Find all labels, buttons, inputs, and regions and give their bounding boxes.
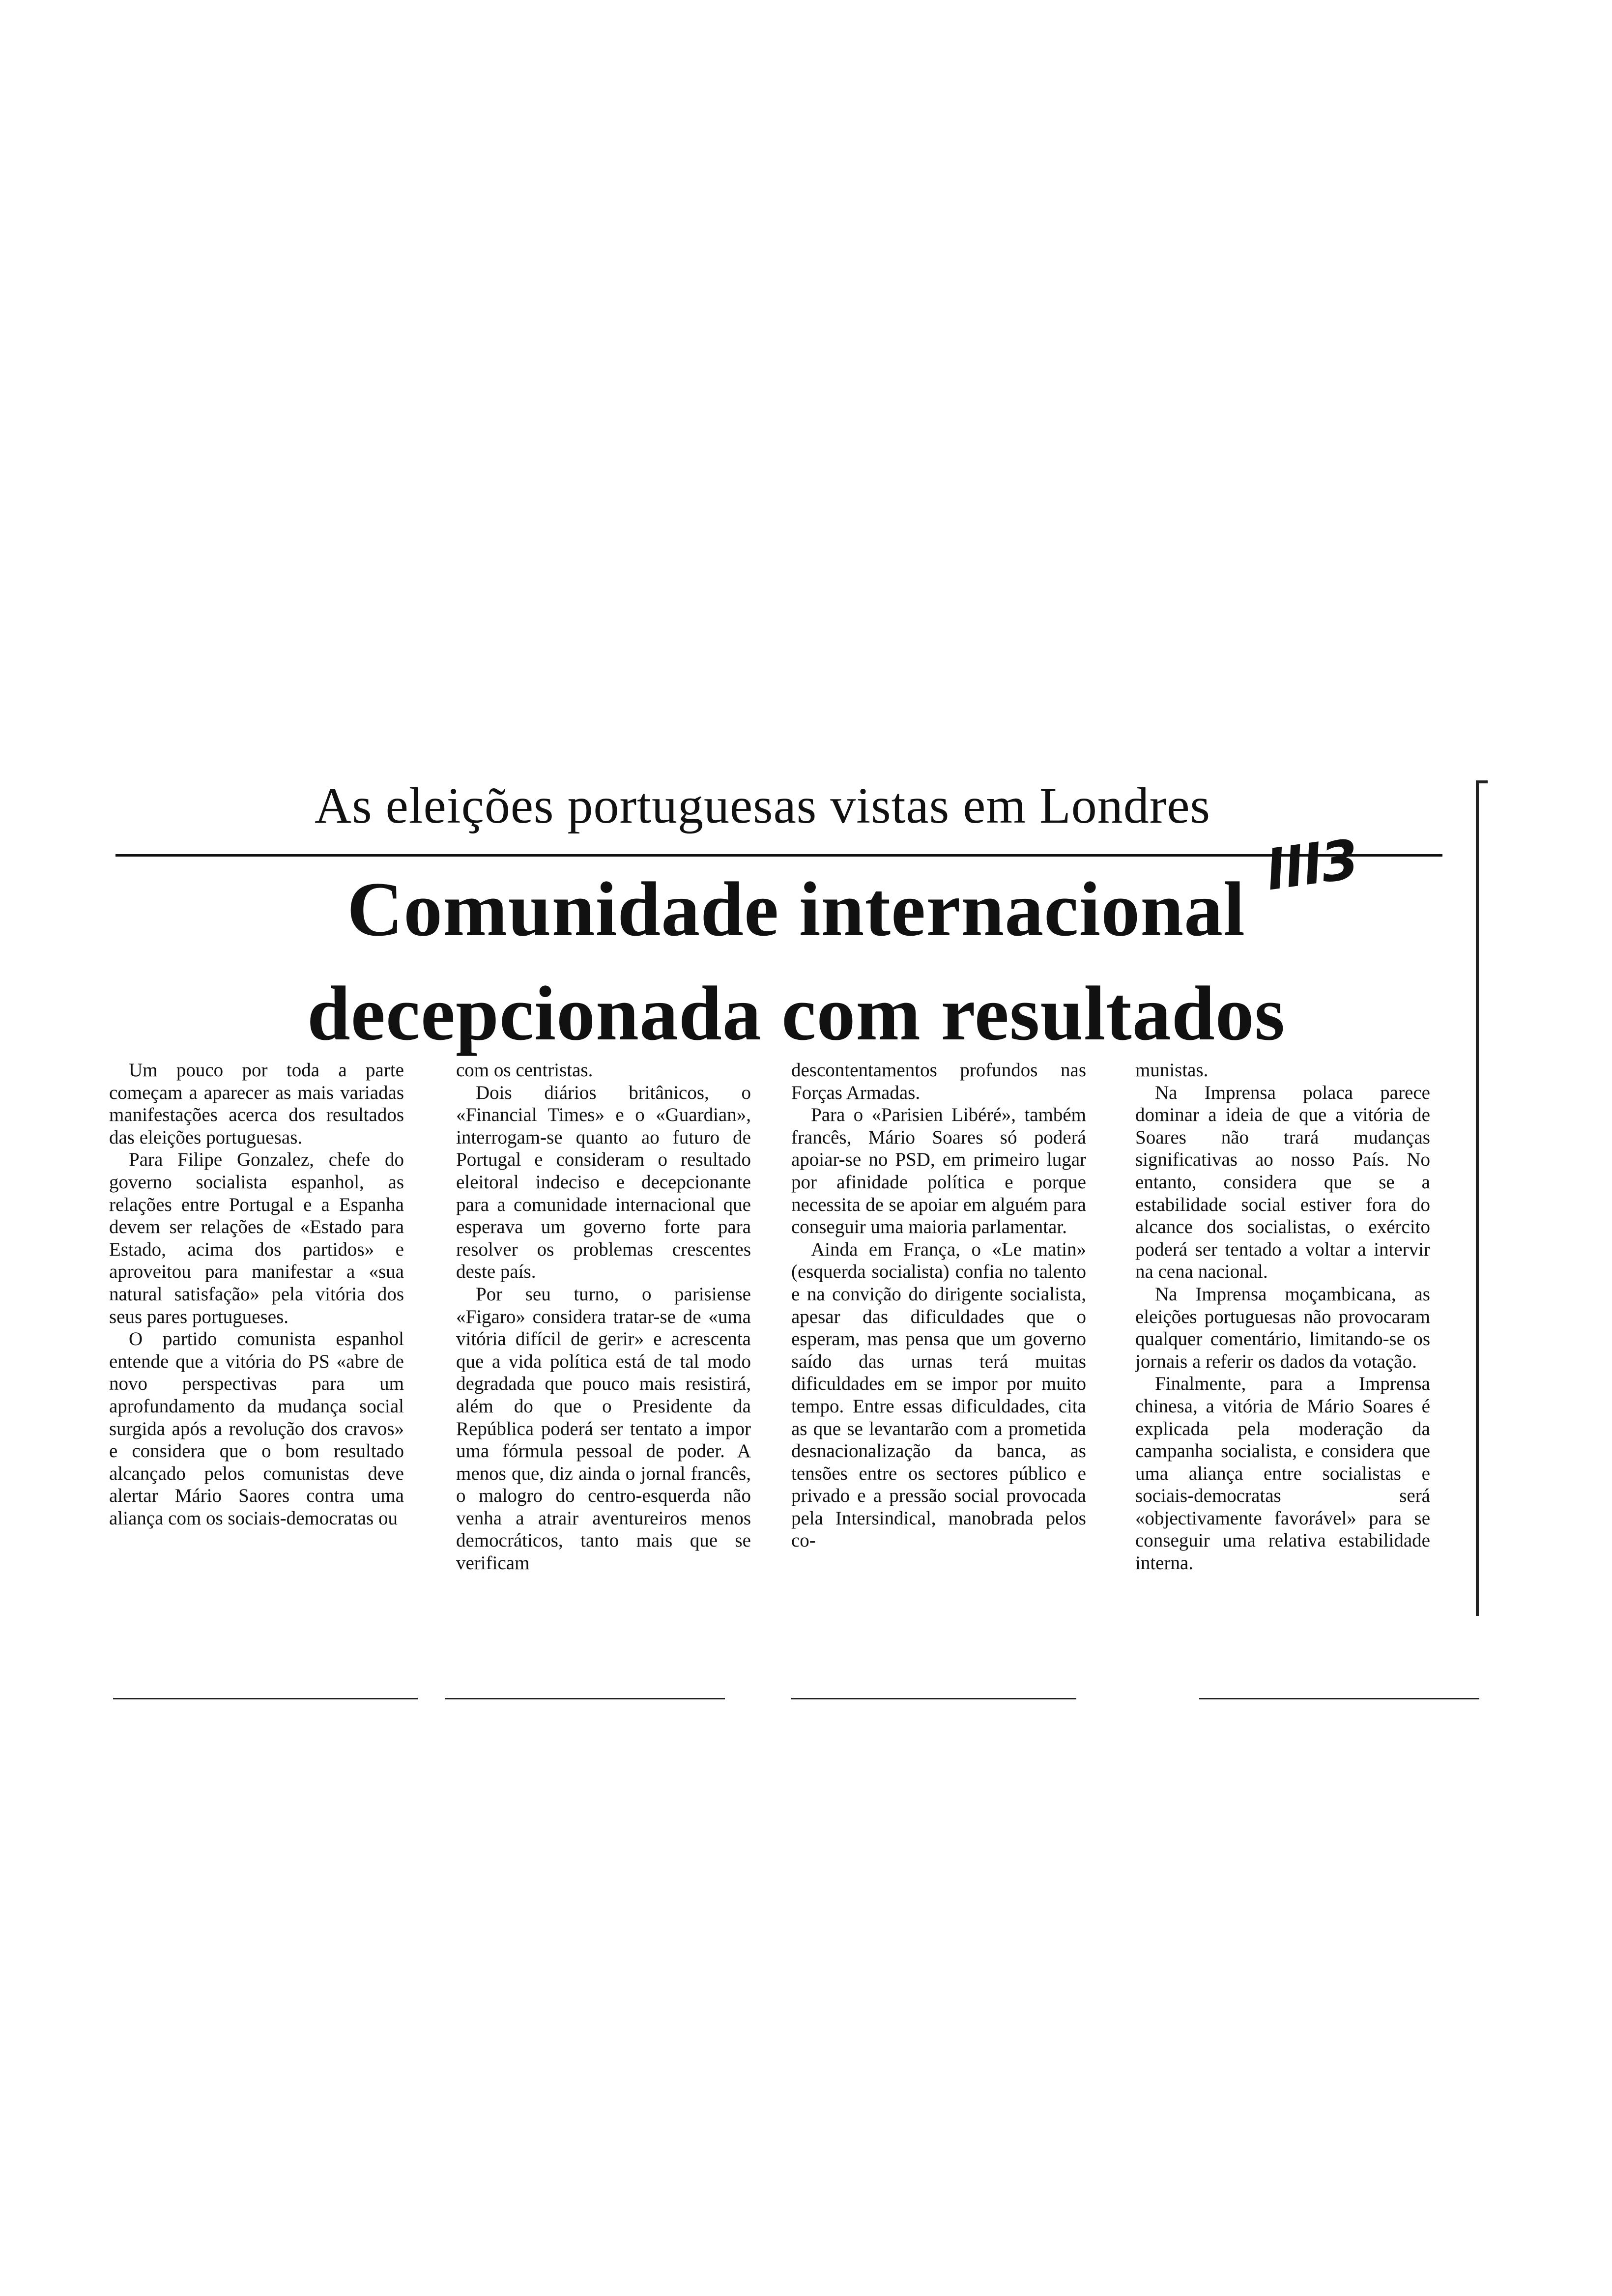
paragraph: Para o «Parisien Libéré», também francês, Mário Soares só poderá apoiar-se no PSD, em primeiro lugar por afinidade política e porque necessita de se apoiar em alguém para conseguir uma maioria parlamentar. — [791, 1104, 1086, 1238]
paragraph: Na Imprensa polaca parece dominar a ideia de que a vitória de Soares não trará mudanças significativas ao nosso País. No entanto, considera que se a estabilidade social estiver fora do alcance dos socialistas, o exército poderá ser tentado a voltar a intervir na cena nacional. — [1135, 1082, 1430, 1283]
paragraph: Um pouco por toda a parte começam a aparecer as mais variadas manifestações acerca dos resultados das eleições portuguesas. — [109, 1060, 404, 1148]
article-kicker: As eleições portuguesas vistas em Londres — [315, 777, 1211, 834]
column-end-rule — [445, 1698, 725, 1699]
article-column-4 — [1135, 1059, 1430, 1683]
paragraph: Finalmente, para a Imprensa chinesa, a vitória de Mário Soares é explicada pela moderação da campanha socialista, e considera que uma aliança entre socialistas e sociais-democratas será «objectivamente favorável» para se conseguir uma relativa estabilidade interna. — [1135, 1373, 1430, 1574]
paragraph: descontentamentos profundos nas Forças Armadas. — [791, 1060, 1086, 1103]
paragraph: O partido comunista espanhol entende que a vitória do PS «abre de novo perspectivas para um aprofundamento da mudança social surgida após a revolução dos cravos» e considera que o bom resultado alcançado pelos comunistas deve alertar Mário Saores contra uma aliança com os sociais-democratas ou — [109, 1328, 404, 1529]
article-column-3 — [791, 1059, 1086, 1683]
headline-line-1: Comunidade internacional — [346, 866, 1246, 952]
paragraph: munistas. — [1135, 1060, 1209, 1081]
paragraph: Para Filipe Gonzalez, chefe do governo socialista espanhol, as relações entre Portugal e a Espanha devem ser relações de «Estado para Estado, acima dos partidos» e aproveitou para manifestar a «sua natural satisfação» pela vitória dos seus pares portugueses. — [109, 1149, 404, 1327]
paragraph: Por seu turno, o parisiense «Figaro» considera tratar-se de «uma vitória difícil de gerir» e acrescenta que a vida política está de tal modo degradada que pouco mais resistirá, além do que o Presidente da República poderá ser tentato a impor uma fórmula pessoal de poder. A menos que, diz ainda o jornal francês, o malogro do centro-esquerda não venha a atrair aventureiros menos democráticos, tanto mais que se verificam — [456, 1283, 751, 1574]
paragraph: com os centristas. — [456, 1060, 593, 1081]
margin-bracket-tick — [1476, 780, 1488, 783]
article-column-2 — [456, 1059, 751, 1683]
paragraph: Ainda em França, o «Le matin» (esquerda socialista) confia no talento e na convição do dirigente socialista, apesar das dificuldades que o esperam, mas pensa que um governo saído das urnas terá muitas dificuldades em se impor por muito tempo. Entre essas dificuldades, cita as que se levantarão com a prometida desnacionalização da banca, as tensões entre os sectores público e privado e a pressão social provocada pela Intersindical, manobrada pelos co- — [791, 1238, 1086, 1551]
column-end-rule — [113, 1698, 418, 1699]
column-end-rule — [1199, 1698, 1479, 1699]
headline-line-2: decepcionada com resultados — [307, 971, 1286, 1057]
article-column-1 — [109, 1059, 404, 1683]
handwritten-annotation: lll3 — [1262, 827, 1363, 903]
paragraph: Na Imprensa moçambicana, as eleições portuguesas não provocaram qualquer comentário, limitando-se os jornais a referir os dados da votação. — [1135, 1283, 1430, 1372]
paragraph: Dois diários britânicos, o «Financial Times» e o «Guardian», interrogam-se quanto ao futuro de Portugal e consideram o resultado eleitoral indeciso e decepcionante para a comunidade internacional que esperava um governo forte para resolver os problemas crescentes deste país. — [456, 1082, 751, 1283]
margin-bracket — [1476, 780, 1479, 1616]
column-end-rule — [791, 1698, 1076, 1699]
article-headline — [246, 858, 1347, 1066]
headline-rule — [115, 854, 1442, 857]
